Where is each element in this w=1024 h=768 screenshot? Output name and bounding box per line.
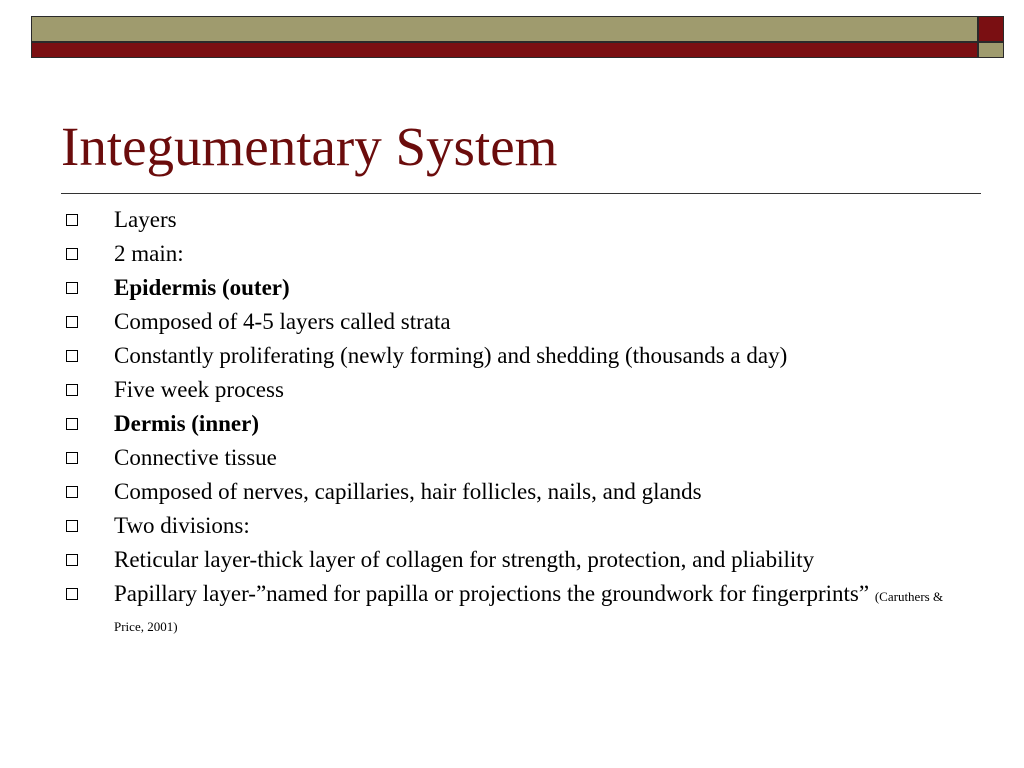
bullet-item [62, 308, 962, 335]
bullet-item [62, 444, 962, 471]
hollow-square-bullet-icon [66, 486, 78, 498]
slide-title: Integumentary System [61, 116, 558, 177]
hollow-square-bullet-icon [66, 452, 78, 464]
hollow-square-bullet-icon [66, 248, 78, 260]
bullet-item [62, 546, 962, 573]
title-divider [61, 193, 981, 194]
bullet-item [62, 240, 962, 267]
hollow-square-bullet-icon [66, 282, 78, 294]
bullet-text: Constantly proliferating (newly forming) and shedding (thousands a day) [114, 343, 788, 368]
hollow-square-bullet-icon [66, 316, 78, 328]
hollow-square-bullet-icon [66, 214, 78, 226]
bullet-item [62, 274, 962, 301]
citation: (Caruthers & Price, 2001) [114, 589, 944, 634]
bullet-item [62, 580, 962, 640]
bullet-list [62, 206, 962, 647]
bullet-text: 2 main: [114, 241, 184, 266]
header-square-maroon [978, 16, 1004, 42]
bullet-item [62, 478, 962, 505]
hollow-square-bullet-icon [66, 520, 78, 532]
bullet-text: Composed of 4-5 layers called strata [114, 309, 451, 334]
bullet-text: Epidermis (outer) [114, 275, 290, 300]
header-square-olive [978, 42, 1004, 58]
header-bar-maroon [31, 42, 978, 58]
bullet-item [62, 206, 962, 233]
bullet-text: Two divisions: [114, 513, 250, 538]
bullet-text: Layers [114, 207, 177, 232]
bullet-main-text: Papillary layer-”named for papilla or projections the groundwork for fingerprints” [114, 581, 870, 606]
header-bar-olive [31, 16, 978, 42]
hollow-square-bullet-icon [66, 384, 78, 396]
bullet-text: Connective tissue [114, 445, 277, 470]
bullet-item [62, 342, 962, 369]
bullet-item [62, 410, 962, 437]
bullet-text: Reticular layer-thick layer of collagen for strength, protection, and pliability [114, 547, 815, 572]
hollow-square-bullet-icon [66, 350, 78, 362]
hollow-square-bullet-icon [66, 554, 78, 566]
hollow-square-bullet-icon [66, 588, 78, 600]
bullet-item [62, 512, 962, 539]
bullet-item [62, 376, 962, 403]
bullet-text [114, 580, 962, 640]
bullet-text: Five week process [114, 377, 284, 402]
bullet-text: Dermis (inner) [114, 411, 259, 436]
bullet-text: Composed of nerves, capillaries, hair follicles, nails, and glands [114, 479, 702, 504]
hollow-square-bullet-icon [66, 418, 78, 430]
